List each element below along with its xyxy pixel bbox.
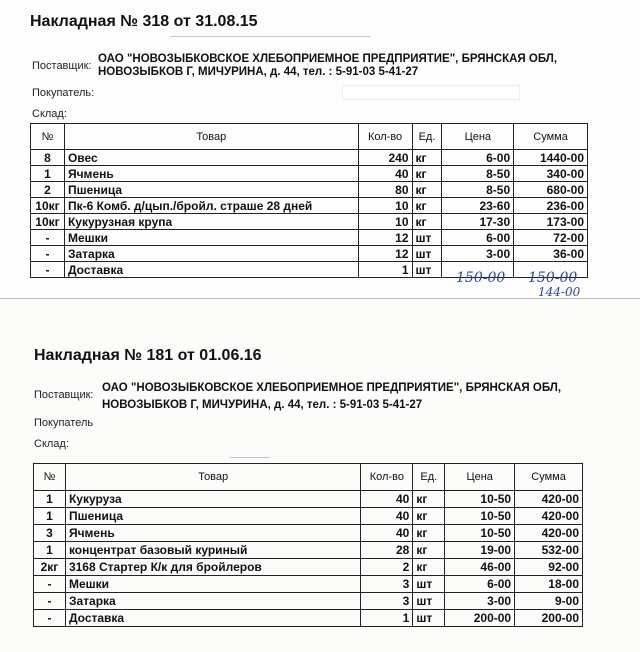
- items-table: [30, 123, 588, 278]
- cell-price: 17-30: [442, 214, 514, 230]
- cell-qty: 40: [361, 491, 413, 508]
- cell-unit: кг: [413, 542, 445, 559]
- handwritten-sum: 150-00: [528, 270, 578, 286]
- cell-price: 3-00: [445, 593, 515, 610]
- table-row: [34, 491, 583, 508]
- cell-unit: шт: [412, 230, 442, 246]
- cell-number: -: [31, 230, 65, 246]
- cell-qty: 10: [358, 214, 412, 230]
- cell-price: 10-50: [445, 525, 515, 542]
- col-qty-header: Кол-во: [361, 464, 413, 491]
- supplier-line-1: ОАО "НОВОЗЫБКОВСКОЕ ХЛЕБОПРИЕМНОЕ ПРЕДПРИЯТИЕ", БРЯНСКАЯ ОБЛ,: [98, 53, 558, 65]
- cell-qty: 12: [358, 230, 412, 246]
- handwritten-note: 144-00: [538, 285, 581, 296]
- cell-number: -: [31, 262, 65, 278]
- cell-number: 2кг: [34, 559, 66, 576]
- cell-unit: шт: [413, 593, 445, 610]
- cell-number: 10кг: [31, 214, 65, 230]
- cell-price: 200-00: [445, 610, 515, 627]
- cell-unit: кг: [412, 198, 442, 214]
- cell-number: 1: [34, 491, 66, 508]
- cell-unit: шт: [412, 246, 442, 262]
- supplier-line-1: ОАО "НОВОЗЫБКОВСКОЕ ХЛЕБОПРИЕМНОЕ ПРЕДПРИЯТИЕ", БРЯНСКАЯ ОБЛ,: [102, 382, 562, 394]
- cell-sum: 200-00: [515, 610, 583, 627]
- cell-unit: кг: [412, 214, 442, 230]
- cell-qty: 10: [358, 198, 412, 214]
- table-header-row: [31, 124, 588, 150]
- cell-item: Пшеница: [65, 508, 360, 525]
- cell-price: 19-00: [445, 542, 515, 559]
- cell-qty: 1: [358, 262, 412, 278]
- table-row: [34, 559, 583, 576]
- handwritten-price: 150-00: [456, 270, 506, 286]
- cell-sum: 532-00: [515, 542, 583, 559]
- cell-price: 46-00: [445, 559, 515, 576]
- cell-sum: 9-00: [515, 593, 583, 610]
- invoice-318: [0, 0, 640, 296]
- cell-item: Ячмень: [64, 166, 358, 182]
- table-row: [31, 166, 588, 182]
- cell-price: 10-50: [445, 508, 515, 525]
- cell-price: 6-00: [442, 150, 514, 166]
- paper-scuff: [170, 36, 370, 37]
- warehouse-label: Склад:: [32, 108, 67, 120]
- col-sum-header: Сумма: [515, 464, 583, 491]
- cell-qty: 40: [361, 508, 413, 525]
- table-row: [31, 182, 588, 198]
- col-number-header: №: [31, 124, 65, 150]
- cell-number: -: [34, 610, 66, 627]
- cell-unit: кг: [412, 166, 442, 182]
- cell-item: Ячмень: [65, 525, 360, 542]
- cell-number: 10кг: [31, 198, 65, 214]
- cell-qty: 28: [361, 542, 413, 559]
- cell-number: 8: [31, 150, 65, 166]
- cell-qty: 40: [361, 525, 413, 542]
- col-unit-header: Ед.: [413, 464, 445, 491]
- supplier-line-2: НОВОЗЫБКОВ Г, МИЧУРИНА, д. 44, тел. : 5-91-03 5-41-27: [102, 399, 423, 411]
- cell-item: Кукурузная крупа: [64, 214, 358, 230]
- cell-sum: 36-00: [514, 246, 588, 262]
- table-header-row: [34, 464, 583, 491]
- cell-item: Доставка: [65, 610, 360, 627]
- supplier-label: Поставщик:: [34, 389, 94, 401]
- cell-unit: кг: [413, 525, 445, 542]
- table-row: [31, 150, 588, 166]
- buyer-label: Покупатель:: [32, 87, 95, 99]
- cell-price: 6-00: [442, 230, 514, 246]
- cell-sum: 340-00: [514, 166, 588, 182]
- cell-number: 1: [31, 166, 65, 182]
- cell-unit: шт: [413, 610, 445, 627]
- cell-number: 2: [31, 182, 65, 198]
- cell-unit: кг: [412, 150, 442, 166]
- invoice-181: [0, 298, 640, 652]
- cell-item: концентрат базовый куриный: [65, 542, 360, 559]
- cell-unit: кг: [413, 508, 445, 525]
- cell-item: Мешки: [65, 576, 360, 593]
- cell-qty: 2: [361, 559, 413, 576]
- cell-unit: кг: [413, 491, 445, 508]
- buyer-label: Покупатель: [34, 417, 94, 429]
- cell-number: -: [34, 576, 66, 593]
- cell-price: 3-00: [442, 246, 514, 262]
- table-row: [34, 508, 583, 525]
- cell-qty: 3: [361, 576, 413, 593]
- col-sum-header: Сумма: [514, 124, 588, 150]
- cell-item: Кукуруза: [65, 491, 360, 508]
- table-row: [31, 198, 588, 214]
- cell-sum: 420-00: [515, 491, 583, 508]
- supplier-label: Поставщик:: [32, 60, 92, 72]
- table-row: [34, 576, 583, 593]
- cell-sum: 236-00: [514, 198, 588, 214]
- cell-qty: 12: [358, 246, 412, 262]
- cell-sum: 92-00: [515, 559, 583, 576]
- items-table: [33, 463, 583, 627]
- cell-price: 23-60: [442, 198, 514, 214]
- cell-unit: шт: [413, 576, 445, 593]
- redaction-patch: [342, 85, 520, 100]
- cell-item: Пшеница: [64, 182, 358, 198]
- cell-unit: кг: [413, 559, 445, 576]
- cell-item: Пк-6 Комб. д/цып./бройл. страше 28 дней: [64, 198, 358, 214]
- cell-price: 8-50: [442, 182, 514, 198]
- cell-qty: 240: [358, 150, 412, 166]
- cell-number: -: [31, 246, 65, 262]
- cell-number: 1: [34, 508, 66, 525]
- col-item-header: Товар: [65, 464, 360, 491]
- cell-unit: шт: [412, 262, 442, 278]
- paper-scuff: [230, 457, 270, 458]
- table-row: [34, 610, 583, 627]
- cell-sum: 420-00: [515, 508, 583, 525]
- warehouse-label: Склад:: [34, 438, 69, 450]
- table-row: [34, 525, 583, 542]
- col-qty-header: Кол-во: [358, 124, 412, 150]
- cell-sum: 72-00: [514, 230, 588, 246]
- cell-sum: 1440-00: [514, 150, 588, 166]
- table-row: [34, 593, 583, 610]
- supplier-line-2: НОВОЗЫБКОВ Г, МИЧУРИНА, д. 44, тел. : 5-91-03 5-41-27: [98, 66, 419, 78]
- cell-number: -: [34, 593, 66, 610]
- invoice-title: Накладная № 318 от 31.08.15: [30, 13, 258, 30]
- cell-item: Доставка: [64, 262, 358, 278]
- cell-sum: 173-00: [514, 214, 588, 230]
- table-row: [31, 230, 588, 246]
- cell-item: 3168 Стартер К/к для бройлеров: [65, 559, 360, 576]
- cell-qty: 40: [358, 166, 412, 182]
- table-row: [31, 214, 588, 230]
- invoice-title: Накладная № 181 от 01.06.16: [34, 347, 262, 364]
- cell-qty: 80: [358, 182, 412, 198]
- col-number-header: №: [34, 464, 66, 491]
- cell-item: Овес: [64, 150, 358, 166]
- cell-sum: 680-00: [514, 182, 588, 198]
- cell-sum: 18-00: [515, 576, 583, 593]
- cell-unit: кг: [412, 182, 442, 198]
- col-unit-header: Ед.: [412, 124, 442, 150]
- col-price-header: Цена: [442, 124, 514, 150]
- cell-item: Затарка: [64, 246, 358, 262]
- cell-item: Мешки: [64, 230, 358, 246]
- cell-qty: 1: [361, 610, 413, 627]
- table-row: [34, 542, 583, 559]
- cell-qty: 3: [361, 593, 413, 610]
- cell-price: 10-50: [445, 491, 515, 508]
- col-item-header: Товар: [64, 124, 358, 150]
- cell-number: 1: [34, 542, 66, 559]
- col-price-header: Цена: [445, 464, 515, 491]
- cell-price: 8-50: [442, 166, 514, 182]
- table-row: [31, 246, 588, 262]
- cell-number: 3: [34, 525, 66, 542]
- cell-price: 6-00: [445, 576, 515, 593]
- cell-sum: 420-00: [515, 525, 583, 542]
- cell-item: Затарка: [65, 593, 360, 610]
